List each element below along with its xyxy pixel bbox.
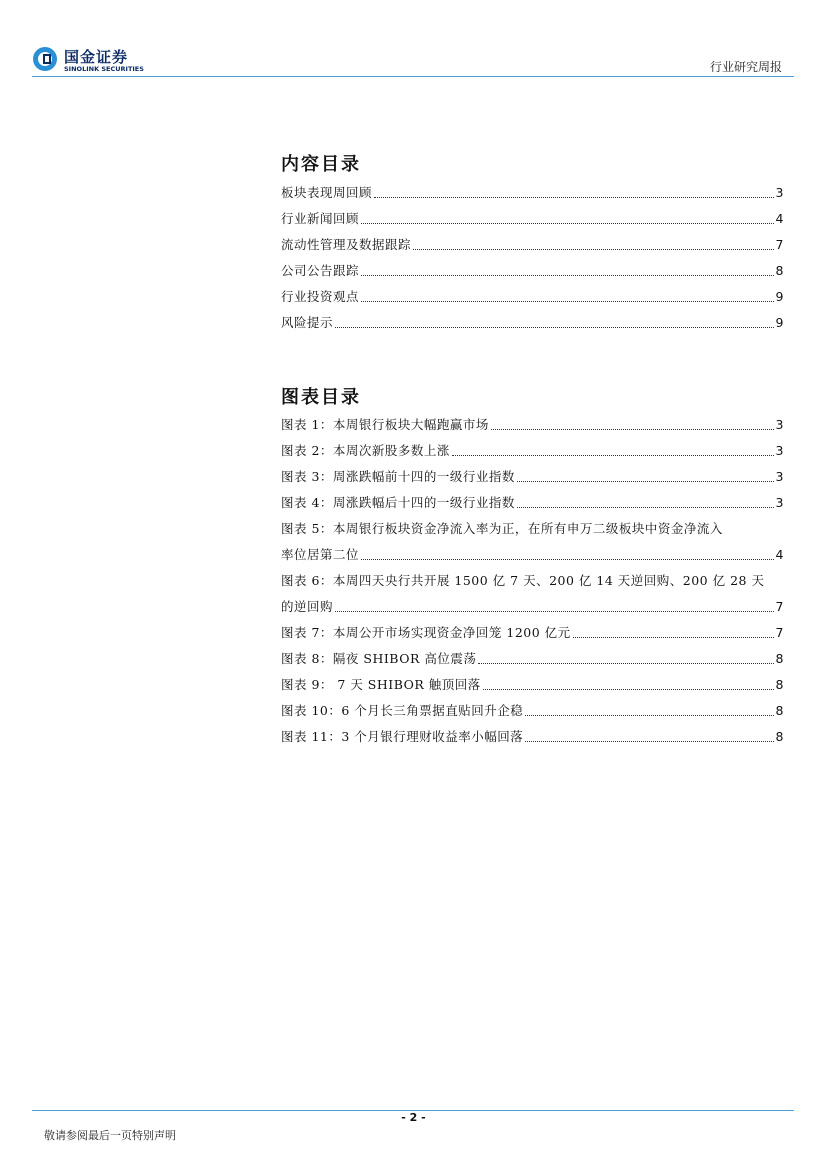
toc-entry[interactable] <box>281 256 784 282</box>
figure-entry[interactable] <box>281 488 784 514</box>
toc-entry[interactable] <box>281 204 784 230</box>
report-type: 行业研究周报 <box>709 60 782 74</box>
logo-icon <box>32 46 58 72</box>
toc-entry-page: 9 <box>775 289 784 304</box>
toc-entry[interactable] <box>281 282 784 308</box>
leader-dots <box>525 722 773 742</box>
figures-toc-list <box>281 410 784 748</box>
figure-entry-page: 3 <box>775 443 784 458</box>
toc-entry-page: 8 <box>775 263 784 278</box>
toc-entry-label: 公司公告跟踪 <box>281 263 360 278</box>
leader-dots <box>361 540 774 560</box>
page-header <box>0 0 827 80</box>
figure-entry-label: 图表 3：周涨跌幅前十四的一级行业指数 <box>281 469 515 484</box>
figure-entry-label-line1: 图表 6：本周四天央行共开展 1500 亿 7 天、200 亿 14 天逆回购、200 亿 28 天 <box>281 573 765 588</box>
toc-title: 内容目录 <box>281 154 361 175</box>
leader-dots <box>361 256 774 276</box>
leader-dots <box>413 230 774 250</box>
leader-dots <box>374 178 774 198</box>
logo-english-name: SINOLINK SECURITIES <box>64 65 144 73</box>
figure-entry[interactable] <box>281 644 784 670</box>
figure-entry-label: 图表 8：隔夜 SHIBOR 高位震荡 <box>281 651 477 666</box>
leader-dots <box>483 670 774 690</box>
leader-dots <box>478 644 773 664</box>
figure-entry-page: 8 <box>775 703 784 718</box>
leader-dots <box>517 462 774 482</box>
toc-entry[interactable] <box>281 178 784 204</box>
header-divider <box>32 76 794 77</box>
figure-entry[interactable] <box>281 722 784 748</box>
figure-entry[interactable] <box>281 436 784 462</box>
figure-entry-label: 图表 9： 7 天 SHIBOR 触顶回落 <box>281 677 481 692</box>
toc-entry-label: 板块表现周回顾 <box>281 185 373 200</box>
company-logo <box>32 44 162 78</box>
figure-entry[interactable] <box>281 618 784 644</box>
leader-dots <box>517 488 774 508</box>
leader-dots <box>452 436 774 456</box>
toc-entry-page: 7 <box>775 237 784 252</box>
leader-dots <box>335 592 774 612</box>
figure-entry-page: 8 <box>775 729 784 744</box>
figure-entry-label-line1: 图表 5：本周银行板块资金净流入率为正，在所有申万二级板块中资金净流入 <box>281 521 723 536</box>
leader-dots <box>491 410 774 430</box>
figure-entry-page: 8 <box>775 651 784 666</box>
figure-entry-label: 图表 4：周涨跌幅后十四的一级行业指数 <box>281 495 515 510</box>
figure-entry-label-line2: 率位居第二位 <box>281 547 360 562</box>
figure-entry[interactable] <box>281 670 784 696</box>
figure-entry[interactable] <box>281 696 784 722</box>
figure-entry-page: 3 <box>775 417 784 432</box>
figure-entry[interactable] <box>281 514 784 566</box>
figure-entry-page: 3 <box>775 495 784 510</box>
figure-entry-page: 4 <box>775 547 784 562</box>
toc-entry-label: 行业投资观点 <box>281 289 360 304</box>
toc-entry-label: 风险提示 <box>281 315 334 330</box>
disclaimer-text: 敬请参阅最后一页特别声明 <box>44 1129 176 1142</box>
toc-entry[interactable] <box>281 230 784 256</box>
figures-toc-title: 图表目录 <box>281 387 361 408</box>
figure-entry-page: 3 <box>775 469 784 484</box>
figure-entry-label-line2: 的逆回购 <box>281 599 334 614</box>
toc-entry-page: 4 <box>775 211 784 226</box>
page-number: - 2 - <box>401 1111 426 1124</box>
figure-entry-label: 图表 10：6 个月长三角票据直贴回升企稳 <box>281 703 524 718</box>
figure-entry-page: 8 <box>775 677 784 692</box>
figure-entry[interactable] <box>281 462 784 488</box>
figure-entry[interactable] <box>281 566 784 618</box>
toc-entry-label: 行业新闻回顾 <box>281 211 360 226</box>
toc-entry-page: 3 <box>775 185 784 200</box>
figure-entry[interactable] <box>281 410 784 436</box>
figure-entry-label: 图表 2：本周次新股多数上涨 <box>281 443 450 458</box>
toc-entry-page: 9 <box>775 315 784 330</box>
logo-chinese-name: 国金证券 <box>64 48 129 66</box>
figure-entry-label: 图表 11：3 个月银行理财收益率小幅回落 <box>281 729 524 744</box>
leader-dots <box>525 696 773 716</box>
figure-entry-label: 图表 1：本周银行板块大幅跑赢市场 <box>281 417 489 432</box>
leader-dots <box>335 308 774 328</box>
figure-entry-label: 图表 7：本周公开市场实现资金净回笼 1200 亿元 <box>281 625 571 640</box>
toc-entry[interactable] <box>281 308 784 334</box>
figure-entry-page: 7 <box>775 599 784 614</box>
leader-dots <box>573 618 774 638</box>
leader-dots <box>361 282 774 302</box>
toc-list <box>281 178 784 334</box>
figure-entry-page: 7 <box>775 625 784 640</box>
leader-dots <box>361 204 774 224</box>
toc-entry-label: 流动性管理及数据跟踪 <box>281 237 412 252</box>
